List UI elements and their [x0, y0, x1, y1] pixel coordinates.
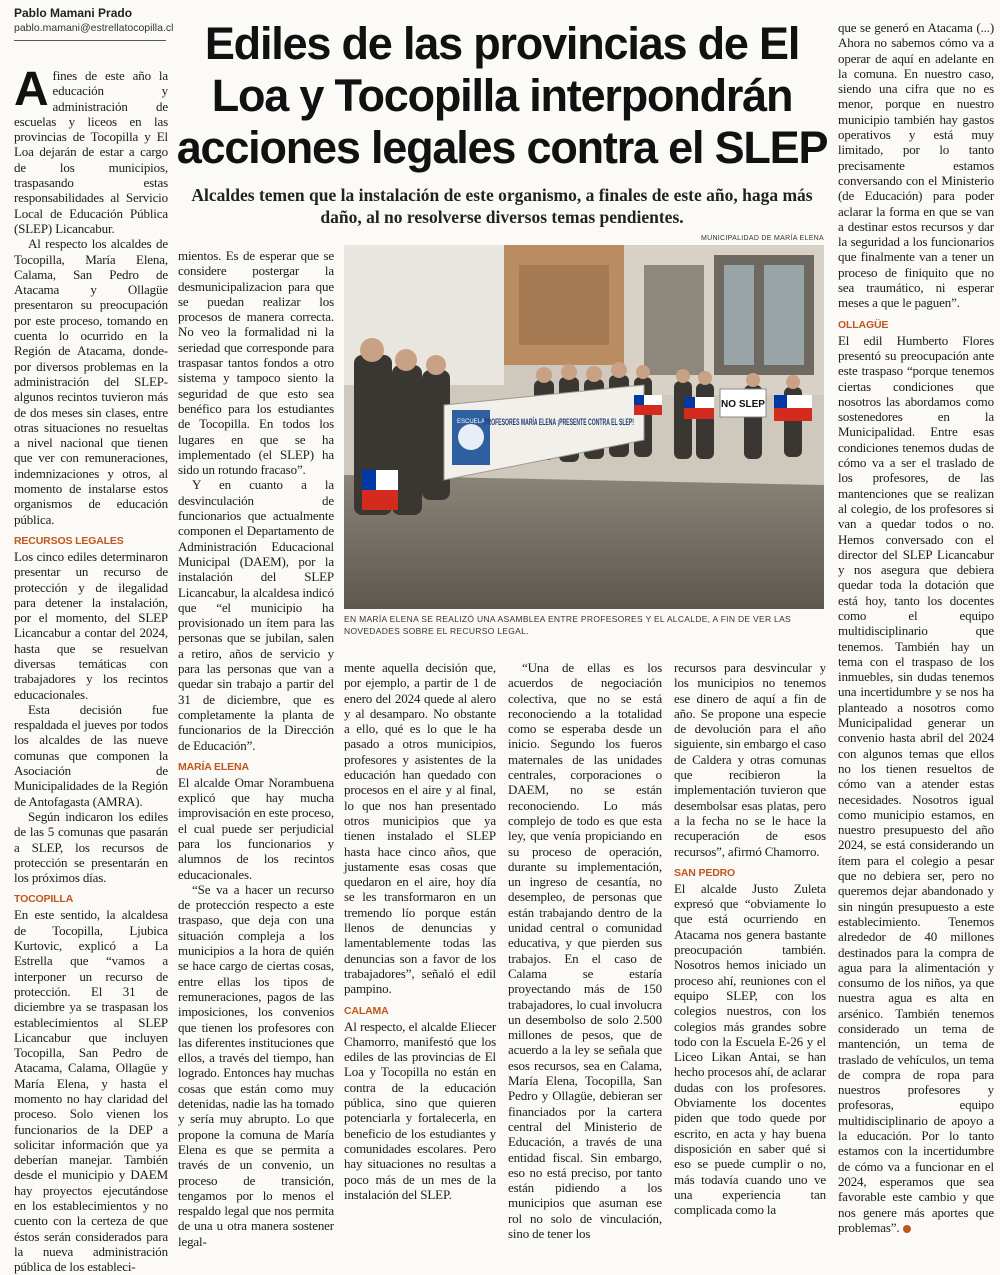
- paragraph: recursos para desvincular y los municipios no tenemos ese dinero de aquí a fin de año. Se propone una especie de devolución para el año siguiente, sin embargo el caso de Caldera y otras comunas que recibieron la implementación tuvieron que desembolsar esas platas, pero a la fecha no se le hace la recuperación de esos recursos”, afirmó Chamorro.: [674, 660, 826, 859]
- section-heading-tocopilla: TOCOPILLA: [14, 893, 74, 906]
- article-photo: [344, 245, 824, 609]
- paragraph: Esta decisión fue respaldada el jueves por todos los alcaldes de las nueve comunas que componen la Asociación de Municipalidades de la Región de Antofagasta (AMRA).: [14, 701, 168, 809]
- paragraph: que se generó en Atacama (...) Ahora no sabemos cómo va a operar de aquí en adelante en la comuna. En nuestro caso, siendo una cifra que no es menor, porque en nuestro municipio también hay gastos operativos y está muy limitado, por lo tanto precisamente estamos conversando con el Ministerio (de Educación) para poder aclarar la forma en que se van a destinar estos recursos y dar la seguridad a los funcionarios que finalmente van a tener un proceso de finiquito que no sea traumático, ni esperar meses a que le paguen”.: [838, 20, 994, 311]
- paragraph: En este sentido, la alcaldesa de Tocopilla, Ljubica Kurtovic, explicó a La Estrella que “vamos a interponer un recurso de protección. El 31 de diciembre ya se traspasan los establecimientos al SLEP Licancabur que incluyen Tocopilla, San Pedro de Atacama, Calama, Ollagüe y María Elena, y hasta el momento no hay claridad del proceso. Solo vienen los funcionarios de la DEP a solicitar información que ya deberían manejar. También desde el municipio y DAEM hay proyectos ejecutándose en los establecimientos y no cuento con la certeza de que éstos serán considerados para la nueva administración pública de los estableci-: [14, 907, 168, 1275]
- photo-credit: MUNICIPALIDAD DE MARÍA ELENA: [700, 235, 824, 242]
- subheadline: Alcaldes temen que la instalación de este organismo, a finales de este año, haga más daño, al no resolverse diversos temas pendientes.: [191, 185, 813, 227]
- paragraph: Y en cuanto a la desvinculación de funcionarios que actualmente componen el Departamento de Administración Educacional Municipal (DAEM), por la instalación del SLEP Licancabur, la alcaldesa indicó que “el municipio ha provisionado un ítem para las personas que se jubilan, salen a retiro, años de servicio y para las personas que van a quedar sin trabajo a partir del 31 de diciembre, que es completamente la planta de funcionarios de la Dirección de Educación”.: [178, 477, 334, 753]
- chile-flag: [774, 395, 812, 421]
- section-heading-maria-elena: MARÍA ELENA: [178, 760, 249, 773]
- paragraph: El alcalde Omar Norambuena explicó que hay mucha improvisación en este proceso, el cual puede ser perjudicial para los funcionarios y alumnos de los recintos educacionales.: [178, 774, 334, 882]
- paragraph: mientos. Es de esperar que se considere postergar la desmunicipalizacion para que se puedan realizar los procesos de manera correcta. No veo la formalidad ni la seriedad que corresponde para traspasar tantos fondos a otro sistema y tampoco siento la seguridad de que esto sea benéfico para los estudiantes de Tocopilla. En todos los lugares en que se ha implementado (el SLEP) ha sido un rotundo fracaso”.: [178, 248, 334, 478]
- sign-text: NO SLEP: [721, 399, 765, 410]
- lede-text: fines de este año la educación y administración de escuelas y liceos en las provincias de Tocopilla y El Loa dejarán de estar a cargo de los municipios, traspasando estas responsabilidades al Servicio Local de Educación Pública (SLEP) Licancabur.: [14, 68, 168, 236]
- chile-flag: [634, 395, 662, 415]
- paragraph: Según indicaron los ediles de las 5 comunas que pasarán a SLEP, los recursos de protección se presentarán en los próximos días.: [14, 808, 168, 886]
- article-column-6: [838, 20, 994, 1235]
- banner-main-text: PROFESORES MARÍA ELENA ¡PRESENTE CONTRA EL SLEP!: [484, 417, 635, 427]
- end-mark-icon: [903, 1225, 911, 1233]
- photo-illustration: [344, 245, 824, 609]
- closing-text: El edil Humberto Flores presentó su preocupación ante este traspaso “porque tenemos ciertas condiciones que nosotros las abordamos como sostenedores en la Municipalidad. Entre esas condiciones tenemos dudas de cómo va a ser el traslado de los profesores, de las mantenciones que se realizan al colegio, de los profesores si van a quedar todos o no. Hemos conversado con el director del SLEP Licancabur y nos asegura que debiera quedar toda la dotación que está hoy, tanto los docentes como el equipo multidisciplinario que tenemos. También hay un tema con el traspaso de los inmuebles, sin dudas tenemos una incertidumbre y se nos ha planteado a nosotros como Municipalidad generar un convenio hasta abril del 2024 con algunos temas que ellos no los tienen resueltos de cómo van a atender estas necesidades. Nosotros igual como municipio estamos, en nuestro presupuesto del año 2024, se está considerando un ítem para el colegio a pesar que no debiera ser, pero no queremos dejar abandonado y sin ningún presupuesto a este establecimiento. Tenemos alrededor de 40 millones destinados para la compra de agua para la alimentación y consumo de los niños, ya que nuestra agua es alta en arsénico. También tenemos considerado un tema de mantención, un tema de traslado de vehículos, un tema de compra de ropa para nuestros profesores y profesoras, equipo multidisciplinario de apoyo a la educación. Por lo tanto estamos con la incertidumbre de cómo va a funcionar en el 2024, esperamos que sea favorable este cambio y que nos genere más aportes que problemas”.: [838, 332, 994, 1235]
- paragraph: “Una de ellas es los acuerdos de negociación colectiva, que no se está reconociendo a la totalidad como se esperaba desde un inicio. Segundo los fueros maternales de las unidades centrales, corporaciones o DAEM, no se están reconociendo. Lo más complejo de todo es que esta ley, que venía propiciando en su proceso de operación, durante su implementación, un ingreso de cesantía, no desempleo, de personas que están trabajando dentro de la unidad central o comunidad educativa, y que pierden sus trabajos. En el caso de Calama se estaría proyectando más de 150 trabajadores, lo cual involucra un desembolso de solo 2.500 millones de pesos, que de acuerdo a la ley se señala que esos recursos, sea en Calama, María Elena, Tocopilla, San Pedro y Ollagüe, debieran ser financiados por la cartera central del Ministerio de Educación, a través de una entidad fiscal. Sin embargo, eso no está preciso, por tanto están pidiendo a los municipios que asuman ese rol no solo de vinculación, sino de tener los: [508, 660, 662, 1241]
- section-heading-recursos: RECURSOS LEGALES: [14, 534, 124, 547]
- paragraph: Al respecto los alcaldes de Tocopilla, María Elena, Calama, San Pedro de Atacama y Ollagüe presentaron su preocupación por este proceso, tomando en cuenta lo ocurrido en la Región de Atacama, donde-por diversos problemas en la administración del SLEP-algunos recintos tuvieron más de dos meses sin clases, entre otras situaciones no resueltas a nivel nacional que tienen que ver con remuneraciones, indemnizaciones y otros, al momento de instalarse estos organismos de educación pública.: [14, 236, 168, 527]
- paragraph: Al respecto, el alcalde Eliecer Chamorro, manifestó que los ediles de las provincias de El Loa y Tocopilla no están en contra de la educación pública, sino que quieren potenciarla y fortalecerla, en beneficio de los estudiantes y comunidades escolares. Pero hay situaciones no resultas a poco más de un mes de la instalación del SLEP.: [344, 1018, 496, 1202]
- banner-school-text: ESCUELA: [456, 419, 486, 425]
- article-column-2: [178, 248, 334, 1249]
- section-heading-san-pedro: SAN PEDRO: [674, 866, 736, 879]
- headline: Ediles de las provincias de El Loa y Tocopilla interpondrán acciones legales contra el SLEP: [176, 18, 828, 173]
- section-heading-calama: CALAMA: [344, 1004, 389, 1017]
- lede-paragraph: [14, 63, 168, 236]
- paragraph: Los cinco ediles determinaron presentar un recurso de protección y de ilegalidad para detener la instalación, por el momento, del SLEP Licancabur a contar del 2024, hasta que se resuelvan diversas temáticas con trabajadores y los recintos educacionales.: [14, 548, 168, 702]
- paragraph: mente aquella decisión que, por ejemplo, a partir de 1 de enero del 2024 quede al alero y al desamparo. No obstante a ello, qué es lo que le ha pasado a otros municipios, profesores y asistentes de la educación han quedado con procesos en el aire y al final, lo que nos han presentado otros municipios que ya tienen instalado el SLEP hasta hace cinco años, que justamente esas cosas que quedaron en el aire, hoy día se les transformaron en un tremendo lío porque están llenos de denuncias y lamentablemente todas las denuncias son a favor de los trabajadores”, señaló el edil pampino.: [344, 660, 496, 997]
- paragraph: “Se va a hacer un recurso de protección respecto a este traspaso, que deja con una situación compleja a los municipios a la hora de quién se hace cargo de ciertas cosas, entre ellas los tipos de remuneraciones, pagos de las imposiciones, los convenios que tienen los profesores con las diferentes instituciones que ellos, a través del tiempo, han logrado. Entonces hay muchas cosas que están como muy detenidas, nadie las ha tomado y sería muy abrupto. Lo que propone la comuna de María Elena es que se permita a través de un convenio, un proceso de transición, tengamos por lo menos el respaldo legal que nos permita de una u otra manera sostener legal-: [178, 881, 334, 1249]
- byline-divider: [14, 40, 166, 41]
- closing-paragraph: [838, 333, 994, 1236]
- article-column-3: [344, 660, 496, 1202]
- author-name: Pablo Mamani Prado: [14, 6, 133, 20]
- chile-flag: [684, 397, 714, 419]
- photo-caption: EN MARÍA ELENA SE REALIZÓ UNA ASAMBLEA ENTRE PROFESORES Y EL ALCALDE, A FIN DE VER LAS NOVEDADES SOBRE EL RECURSO LEGAL.: [344, 614, 792, 636]
- chile-flag: [362, 470, 398, 510]
- section-heading-ollague: OLLAGÜE: [838, 318, 889, 331]
- drop-cap: A: [14, 63, 49, 116]
- author-email: pablo.mamani@estrellatocopilla.cl: [14, 22, 174, 34]
- article-column-4: [508, 660, 662, 1241]
- article-column-5: [674, 660, 826, 1217]
- article-column-1: [14, 63, 168, 1275]
- paragraph: El alcalde Justo Zuleta expresó que “obviamente lo que está ocurriendo en Atacama nos genera bastante preocupación también. Nosotros hemos iniciado un proceso ahí, reuniones con el equipo SLEP, con los colegios nuestros, con los colegios más grandes sobre todo con la Escuela E-26 y el Liceo Likan Antai, se han hecho procesos ahí, de aclarar dudas con los profesores. Obviamente los docentes piden que todo quede por escrito, en acta y hay buena disposición en saber qué si eso se puede cumplir o no, más todavía cuando uno ve una experiencia tan complicada como la: [674, 880, 826, 1218]
